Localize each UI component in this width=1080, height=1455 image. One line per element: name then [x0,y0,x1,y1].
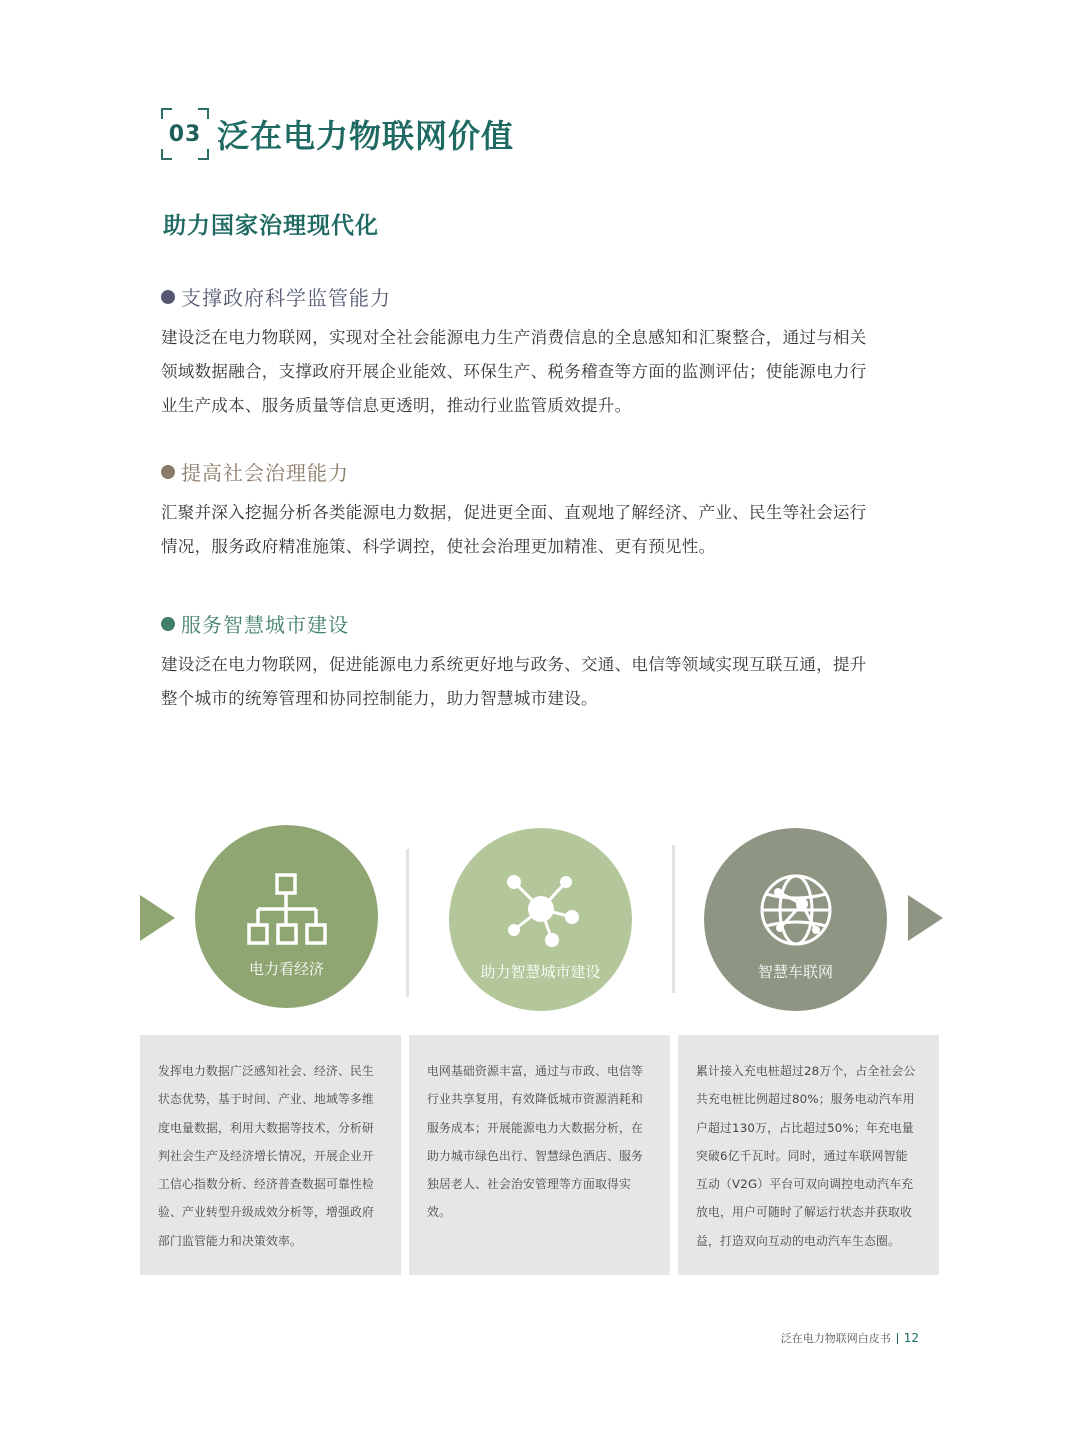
feature-circle-smart-city [449,828,632,1011]
feature-circle-vehicle-network [704,828,887,1011]
circle-label: 助力智慧城市建设 [480,963,601,981]
arrow-right-icon [140,895,175,941]
card-text: 累计接入充电桩超过28万个，占全社会公 共充电桩比例超过80%；服务电动汽车用 户超过130万，占比超过50%；年充电量 突破6亿千瓦时。同时，通过车联网智能 互动（V2G）平台可双向调控电动汽车充 放电，用户可随时了解运行状态并获取收 益，打造双向互动的电动汽车生态圈。 [696,1064,916,1248]
topic-heading-2 [161,457,349,486]
card-text: 电网基础资源丰富，通过与市政、电信等 行业共享复用，有效降低城市资源消耗和 服务成本；开展能源电力大数据分析，在 助力城市绿色出行、智慧绿色酒店、服务 独居老人、社会治安管理等方面取得实 效。 [427,1064,643,1220]
topic-heading-3 [161,609,349,638]
hierarchy-icon [247,873,327,947]
bullet-dot-icon [161,290,175,304]
bullet-dot-icon [161,617,175,631]
info-card-vehicle-network [678,1035,939,1275]
text-line: 整个城市的统筹管理和协同控制能力，助力智慧城市建设。 [161,689,598,708]
topic-body-1 [161,321,921,423]
text-line: 业生产成本、服务质量等信息更透明，推动行业监管质效提升。 [161,396,632,415]
circle-label: 电力看经济 [248,960,324,978]
footer-separator [897,1333,898,1344]
circle-label: 智慧车联网 [757,963,833,981]
text-line: 情况，服务政府精准施策、科学调控，使社会治理更加精准、更有预见性。 [161,537,716,556]
section-number-box [161,108,209,160]
page-number: 12 [903,1331,919,1345]
globe-network-icon [758,872,834,948]
footer-doc-title: 泛在电力物联网白皮书 [780,1332,891,1345]
topic-title: 提高社会治理能力 [181,461,349,485]
topic-body-3 [161,648,921,716]
topic-body-2 [161,496,921,564]
text-line: 建设泛在电力物联网，促进能源电力系统更好地与政务、交通、电信等领域实现互联互通，提升 [161,655,867,674]
arrow-right-icon [908,895,943,941]
section-number: 03 [168,121,202,147]
card-text: 发挥电力数据广泛感知社会、经济、民生 状态优势，基于时间、产业、地域等多维 度电量数据，利用大数据等技术，分析研 判社会生产及经济增长情况，开展企业开 工信心指数分析、经济普查数据可靠性检 验、产业转型升级成效分析等，增强政府 部门监管能力和决策效率。 [158,1064,374,1248]
section-title: 泛在电力物联网价值 [217,117,515,155]
section-header [161,108,514,160]
page-subtitle: 助力国家治理现代化 [163,213,379,239]
divider [406,849,409,997]
info-card-smart-city [409,1035,670,1275]
topic-heading-1 [161,282,391,311]
text-line: 建设泛在电力物联网，实现对全社会能源电力生产消费信息的全息感知和汇聚整合，通过与相关 [161,328,867,347]
text-line: 汇聚并深入挖掘分析各类能源电力数据，促进更全面、直观地了解经济、产业、民生等社会运行 [161,503,867,522]
network-icon [502,870,580,948]
divider [672,845,675,993]
feature-circle-economy [195,825,378,1008]
text-line: 领域数据融合，支撑政府开展企业能效、环保生产、税务稽查等方面的监测评估；使能源电力行 [161,362,867,381]
bullet-dot-icon [161,465,175,479]
page-footer [781,1330,919,1346]
info-card-economy [140,1035,401,1275]
topic-title: 服务智慧城市建设 [181,613,349,637]
topic-title: 支撑政府科学监管能力 [181,286,391,310]
